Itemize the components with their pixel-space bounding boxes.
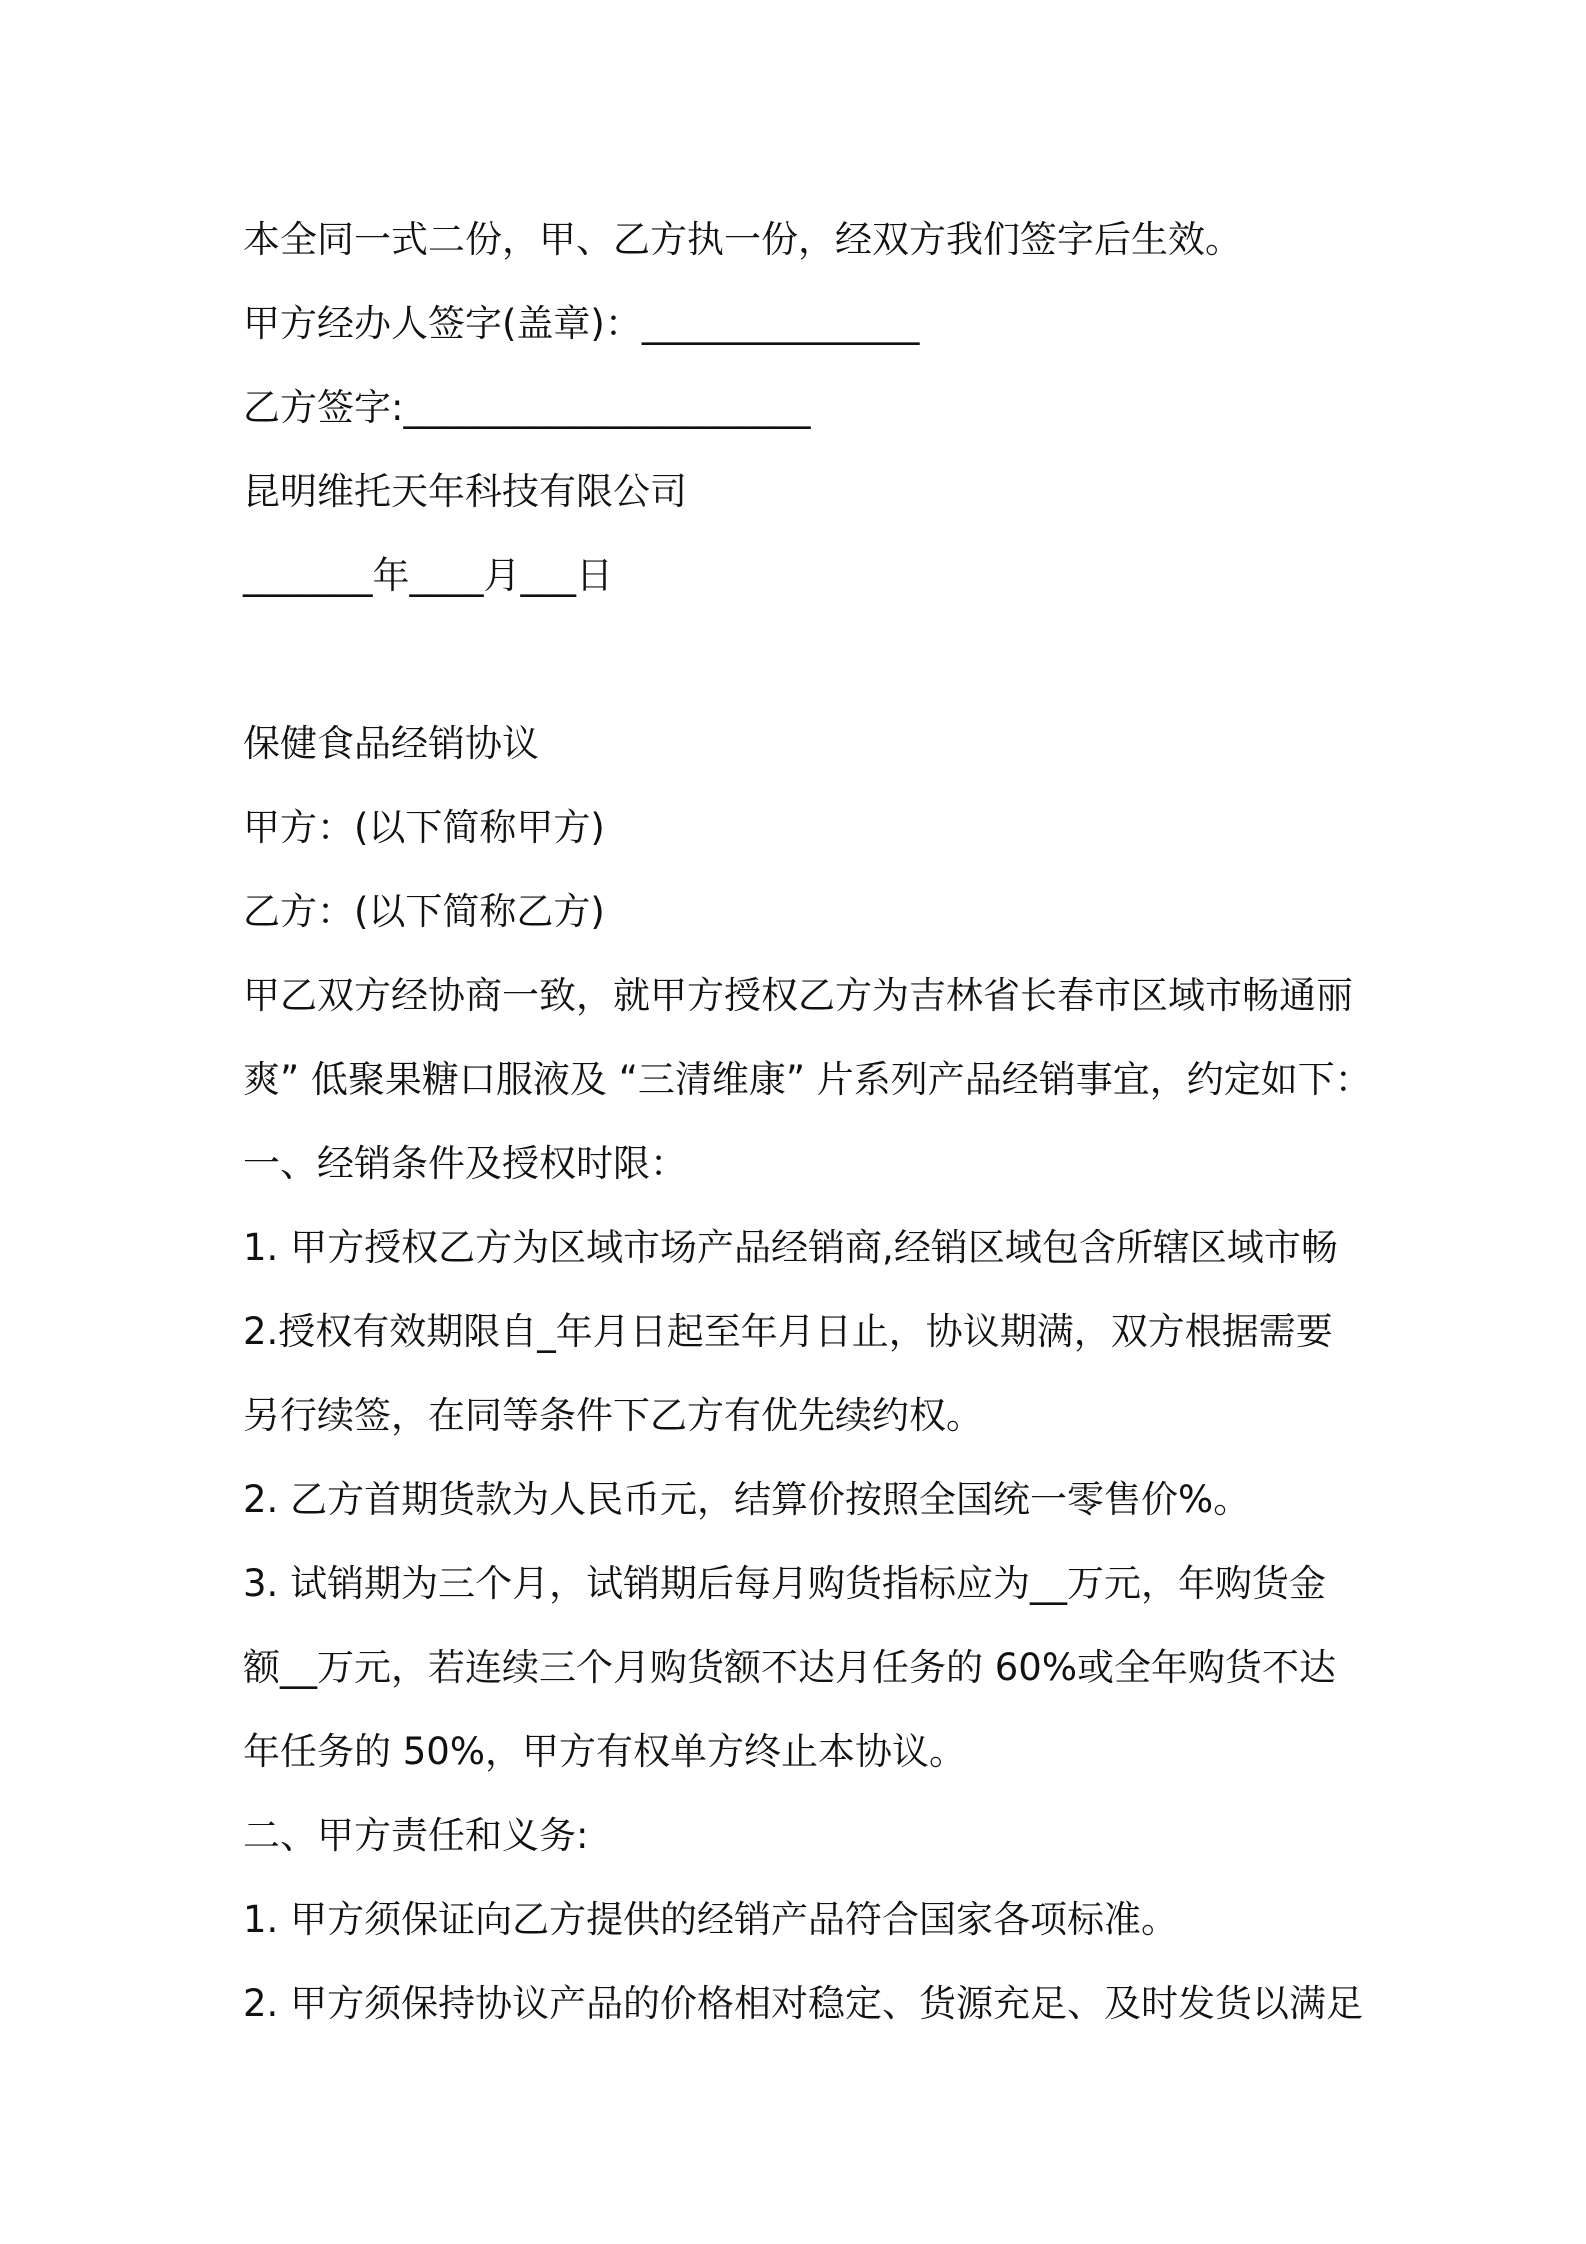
- clause-line: 2. 甲方须保持协议产品的价格相对稳定、货源充足、及时发货以满足: [243, 1982, 1364, 2025]
- party-b-line: 乙方：(以下简称乙方): [243, 890, 605, 933]
- document-body: [243, 198, 1372, 2046]
- clause-line: 3. 试销期为三个月，试销期后每月购货指标应为__万元，年购货金: [243, 1562, 1327, 1605]
- clause-line: 另行续签，在同等条件下乙方有优先续约权。: [243, 1394, 983, 1437]
- party-b-signature-line: 乙方签字:______________________: [243, 386, 811, 429]
- document-title: 保健食品经销协议: [243, 722, 539, 765]
- section-gap: [243, 618, 1363, 702]
- section-heading: 二、甲方责任和义务:: [243, 1814, 589, 1857]
- clause-line: 1. 甲方须保证向乙方提供的经销产品符合国家各项标准。: [243, 1898, 1179, 1941]
- closing-clause: 本全同一式二份，甲、乙方执一份，经双方我们签字后生效。: [243, 218, 1242, 261]
- intro-paragraph-line: 甲乙双方经协商一致，就甲方授权乙方为吉林省长春市区域市畅通丽: [243, 974, 1353, 1017]
- clause-line: 2. 乙方首期货款为人民币元，结算价按照全国统一零售价%。: [243, 1478, 1251, 1521]
- clause-line: 1. 甲方授权乙方为区域市场产品经销商,经销区域包含所辖区域市畅: [243, 1226, 1338, 1269]
- party-a-signature-line: 甲方经办人签字(盖章)：_______________: [243, 302, 920, 345]
- company-name: 昆明维托天年科技有限公司: [243, 470, 687, 513]
- section-heading: 一、经销条件及授权时限：: [243, 1142, 687, 1185]
- clause-line: 年任务的 50%，甲方有权单方终止本协议。: [243, 1730, 966, 1773]
- clause-line: 2.授权有效期限自_年月日起至年月日止，协议期满，双方根据需要: [243, 1310, 1333, 1353]
- clause-line: 额__万元，若连续三个月购货额不达月任务的 60%或全年购货不达: [243, 1646, 1336, 1689]
- date-line: _______年____月___日: [243, 554, 613, 597]
- party-a-line: 甲方：(以下简称甲方): [243, 806, 605, 849]
- intro-paragraph-line: 爽” 低聚果糖口服液及 “三清维康” 片系列产品经销事宜，约定如下：: [243, 1058, 1372, 1101]
